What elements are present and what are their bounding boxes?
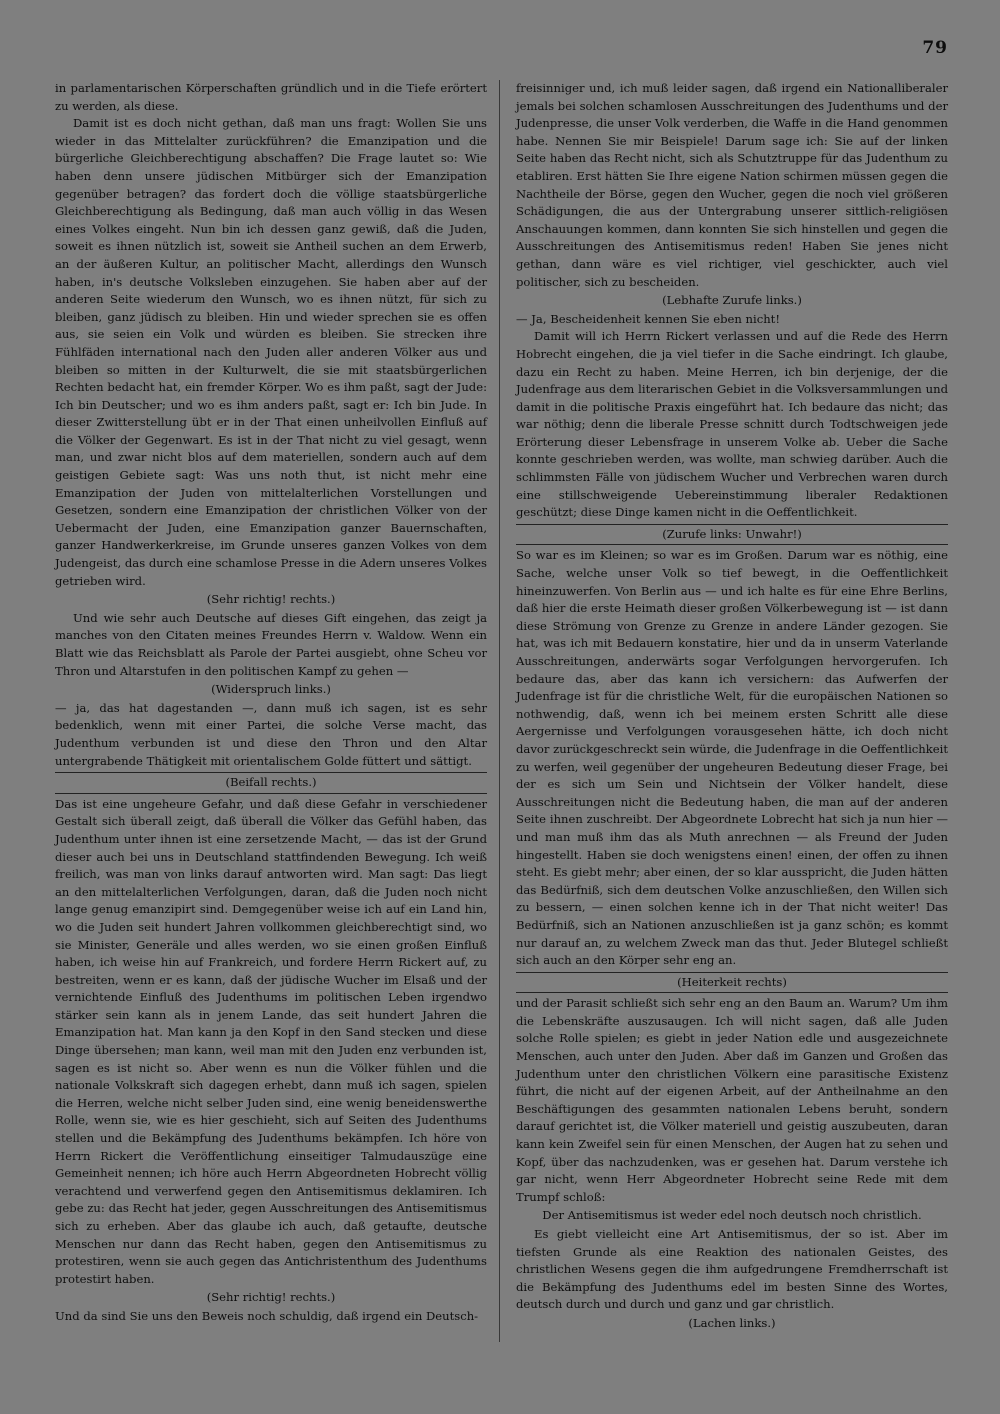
interjection: Der Antisemitismus ist weder edel noch deutsch noch christlich.: [542, 1208, 922, 1223]
paragraph: Damit ist es doch nicht gethan, daß man uns fragt: Wollen Sie uns wieder in das Mittelalter zurückführen? die Emanzipation und die bürgerliche Gleichberechtigung abschaffen? Die Frage lautet so: Wie haben denn unsere jüdischen Mitbürger sich der Emanzipation gegenüber betragen? das fordert doch die völlige staatsbürgerliche Gleichberechtigung als Bedingung, daß man auch völlig in das Wesen eines Volkes eingeht. Nun bin ich dessen ganz gewiß, daß die Juden, soweit es ihnen nützlich ist, soweit sie Antheil suchen an dem Erwerb, an der äußeren Kultur, an politischer Macht, allerdings den Wunsch haben, in's deutsche Volksleben einzugehen. Sie haben aber auf der anderen Seite wiederum den Wunsch, wo es ihnen nützt, für sich zu bleiben, ganz jüdisch zu bleiben. Hin und wieder sprechen sie es offen aus, sie seien ein Volk und würden es bleiben. Sie strecken ihre Fühlfäden international nach den Juden aller anderen Völker aus und bleiben so mitten in der Kulturwelt, die sie mit staatsbürgerlichen Rechten bedacht hat, ein fremder Körper. Wo es ihm paßt, sagt der Jude: Ich bin Deutscher; und wo es ihm anders paßt, sagt er: Ich bin Jude. In dieser Zwitterstellung übt er in der That einen unheilvollen Einfluß auf die Völker der Gegenwart. Es ist in der That nicht zu viel gesagt, wenn man, und zwar nicht blos auf dem materiellen, sondern auch auf dem geistigen Gebiete sagt: Was uns noth thut, ist nicht mehr eine Emanzipation der Juden von mittelalterlichen Vorstellungen und Gesetzen, sondern eine Emanzipation der christlichen Völker von der Uebermacht der Juden, eine Emanzipation ganzer Bauernschaften, ganzer Handwerkerkreise, im Grunde unseres ganzen Volkes von dem Judengeist, das durch eine schamlose Presse in die Adern unseres Volkes getrieben wird.: [55, 116, 487, 588]
paragraph: und der Parasit schließt sich sehr eng an den Baum an. Warum? Um ihm die Lebenskräfte auszusaugen. Ich will nicht sagen, daß alle Juden solche Rolle spielen; es giebt in jeder Nation edle und ausgezeichnete Menschen, auch unter den Juden. Aber daß im Ganzen und Großen das Judenthum unter den christlichen Völkern eine parasitische Existenz führt, die nicht auf der eigenen Arbeit, auf der Antheilnahme an den Beschäftigungen des gesammten nationalen Lebens beruht, sondern darauf gerichtet ist, die Völker materiell und geistig auszubeuten, daran kann kein Zweifel sein für einen Menschen, der Augen hat zu sehen und Kopf, über das nachzudenken, was er gesehen hat. Darum verstehe ich gar nicht, wenn Herr Abgeordneter Hobrecht seine Rede mit dem Trumpf schloß:: [516, 996, 948, 1204]
paragraph: — Ja, Bescheidenheit kennen Sie eben nicht!: [516, 311, 780, 326]
interjection: (Lachen links.): [688, 1315, 776, 1330]
paragraph: Es giebt vielleicht eine Art Antisemitismus, der so ist. Aber im tiefsten Grunde als eine Reaktion des nationalen Geistes, des christlichen Wesens gegen die ihm aufgedrungene Fremdherrschaft ist die Bekämpfung des Judenthums edel im besten Sinne des Wortes, deutsch durch und durch und ganz und gar christlich.: [516, 1227, 948, 1312]
paragraph: Das ist eine ungeheure Gefahr, und daß diese Gefahr in verschiedener Gestalt sich überall zeigt, daß überall die Völker das Gefühl haben, das Judenthum unter ihnen ist eine zersetzende Macht, — das ist der Grund dieser auch bei uns in Deutschland stattfindenden Bewegung. Ich weiß freilich, was man von links darauf antworten wird. Man sagt: Das liegt an den mittelalterlichen Verfolgungen, daran, daß die Juden noch nicht lange genug emanzipirt sind. Demgegenüber weise ich auf ein Land hin, wo die Juden seit hundert Jahren vollkommen gleichberechtigt sind, wo sie Minister, Generäle und alles werden, wo sie einen großen Einfluß haben, ich weise hin auf Frankreich, und fordere Herrn Rickert auf, zu bestreiten, wenn er es kann, daß der jüdische Wucher im Elsaß und der vernichtende Einfluß des Judenthums im politischen Leben irgendwo stärker sein kann als in jenem Lande, das seit hundert Jahren die Emanzipation hat. Man kann ja den Kopf in den Sand stecken und diese Dinge übersehen; man kann, weil man mit den Juden enz verbunden ist, sagen es ist nicht so. Aber wenn es nun die Völker fühlen und die nationale Volkskraft sich dagegen erhebt, dann muß ich sagen, spielen die Herren, welche nicht selber Juden sind, eine wenig beneidenswerthe Rolle, wenn sie, wie es hier geschieht, sich auf Seiten des Judenthums stellen und die Bekämpfung des Judenthums bekämpfen. Ich höre von Herrn Rickert die Veröffentlichung einseitiger Talmudauszüge eine Gemeinheit nennen; ich höre auch Herrn Abgeordneten Hobrecht völlig verachtend und verwerfend gegen den Antisemitismus deklamiren. Ich gebe zu: das Recht hat jeder, gegen Ausschreitungen des Antisemitismus sich zu erheben. Aber das glaube ich auch, daß getaufte, deutsche Menschen nur dann das Recht haben, gegen den Antisemitismus zu protestiren, wenn sie auch gegen das Antichristenthum des Judenthums protestirt haben.: [55, 796, 487, 1286]
paragraph: Und da sind Sie uns den Beweis noch schuldig, daß irgend ein Deutsch-: [55, 1308, 479, 1323]
column-divider: [499, 80, 500, 1342]
paragraph: — ja, das hat dagestanden —, dann muß ich sagen, ist es sehr bedenklich, wenn mit einer Partei, die solche Verse macht, das Judenthum verbunden ist und diese den Thron und den Altar untergrabende Thätigkeit mit orientalischem Golde füttert und sättigt.: [55, 700, 487, 768]
paragraph: Und wie sehr auch Deutsche auf dieses Gift eingehen, das zeigt ja manches von den Citaten meines Freundes Herrn v. Waldow. Wenn ein Blatt wie das Reichsblatt als Parole der Partei ausgiebt, ohne Scheu vor Thron und Altarstufen in den politischen Kampf zu gehen —: [55, 610, 487, 678]
page-number: 79: [922, 38, 948, 58]
paragraph: Damit will ich Herrn Rickert verlassen und auf die Rede des Herrn Hobrecht eingehen, die ja viel tiefer in die Sache eindringt. Ich glaube, dazu ein Recht zu haben. Meine Herren, ich bin derjenige, der die Judenfrage aus dem literarischen Gebiet in die Volksversammlungen und damit in die politische Praxis eingeführt hat. Ich bedaure das nicht; das war nöthig; denn die liberale Presse schnitt durch Todtschweigen jede Erörterung dieser Lebensfrage in unserem Volke ab. Ueber die Sache konnte geschrieben werden, was wollte, man schwieg darüber. Auch die schlimmsten Fälle von jüdischem Wucher und Verbrechen waren durch eine stillschweigende Uebereinstimmung liberaler Redaktionen geschützt; diese Dinge kamen nicht in die Oeffentlichkeit.: [516, 329, 948, 520]
left-column: [55, 80, 487, 1326]
interjection: (Widerspruch links.): [211, 682, 331, 697]
interjection: (Beifall rechts.): [55, 772, 487, 794]
paragraph: in parlamentarischen Körperschaften gründlich und in die Tiefe erörtert zu werden, als diese.: [55, 81, 487, 113]
interjection: (Zurufe links: Unwahr!): [516, 524, 948, 546]
paragraph: freisinniger und, ich muß leider sagen, daß irgend ein Nationalliberaler jemals bei solchen schamlosen Ausschreitungen des Judenthums und der Judenpresse, die unser Volk verderben, die Waffe in die Hand genommen habe. Nennen Sie mir Beispiele! Darum sage ich: Sie auf der linken Seite haben das Recht nicht, sich als Schutztruppe für das Judenthum zu etabliren. Erst hätten Sie Ihre eigene Nation schirmen müssen gegen die Nachtheile der Börse, gegen den Wucher, gegen die noch viel größeren Schädigungen, die aus der Untergrabung unserer sittlich-religiösen Anschauungen kommen, dann konnten Sie sich hinstellen und gegen die Ausschreitungen des Antisemitismus reden! Haben Sie jenes nicht gethan, dann wäre es viel richtiger, viel geschickter, auch viel politischer, sich zu bescheiden.: [516, 81, 948, 289]
interjection: (Sehr richtig! rechts.): [206, 1290, 336, 1305]
paragraph: So war es im Kleinen; so war es im Großen. Darum war es nöthig, eine Sache, welche unser Volk so tief bewegt, in die Oeffentlichkeit hineinzuwerfen. Von Berlin aus — und ich halte es für eine Ehre Berlins, daß hier die erste Heimath dieser großen Völkerbewegung ist — ist dann diese Strömung von Grenze zu Grenze in andere Länder gezogen. Sie hat, was ich mit Bedauern konstatire, hier und da in unserm Vaterlande Ausschreitungen, anderwärts sogar Verfolgungen hervorgerufen. Ich bedaure das, aber das kann ich versichern: das Aufwerfen der Judenfrage ist für die christliche Welt, für die europäischen Nationen so nothwendig, daß, wenn ich bei meinem ersten Schritt alle diese Aergernisse und Verfolgungen vorausgesehen hätte, ich doch nicht davor zurückgeschreckt sein würde, die Judenfrage in die Oeffentlichkeit zu werfen, weil gegenüber der ungeheuren Bedeutung dieser Frage, bei der es sich um Sein und Nichtsein der Völker handelt, diese Ausschreitungen nicht die Bedeutung haben, die man auf der anderen Seite ihnen zuschreibt. Der Abgeordnete Lobrecht hat sich ja nun hier — und man muß ihm das als Muth anrechnen — als Freund der Juden hingestellt. Haben sie doch wenigstens einen! einen, der offen zu ihnen steht. Es giebt mehr; aber einen, der so klar ausspricht, die Juden hätten das Bedürfniß, sich dem deutschen Volke anzuschließen, den Willen sich zu bessern, — einen solchen kenne ich in der That nicht weiter! Das Bedürfniß, sich an Nationen anzuschließen ist ja ganz schön; es kommt nur darauf an, zu welchem Zweck man das thut. Jeder Blutegel schließt sich auch an den Körper sehr eng an.: [516, 548, 948, 968]
interjection: (Sehr richtig! rechts.): [206, 592, 336, 607]
interjection: (Heiterkeit rechts): [516, 972, 948, 994]
right-column: [516, 80, 948, 1334]
interjection: (Lebhafte Zurufe links.): [662, 293, 802, 308]
